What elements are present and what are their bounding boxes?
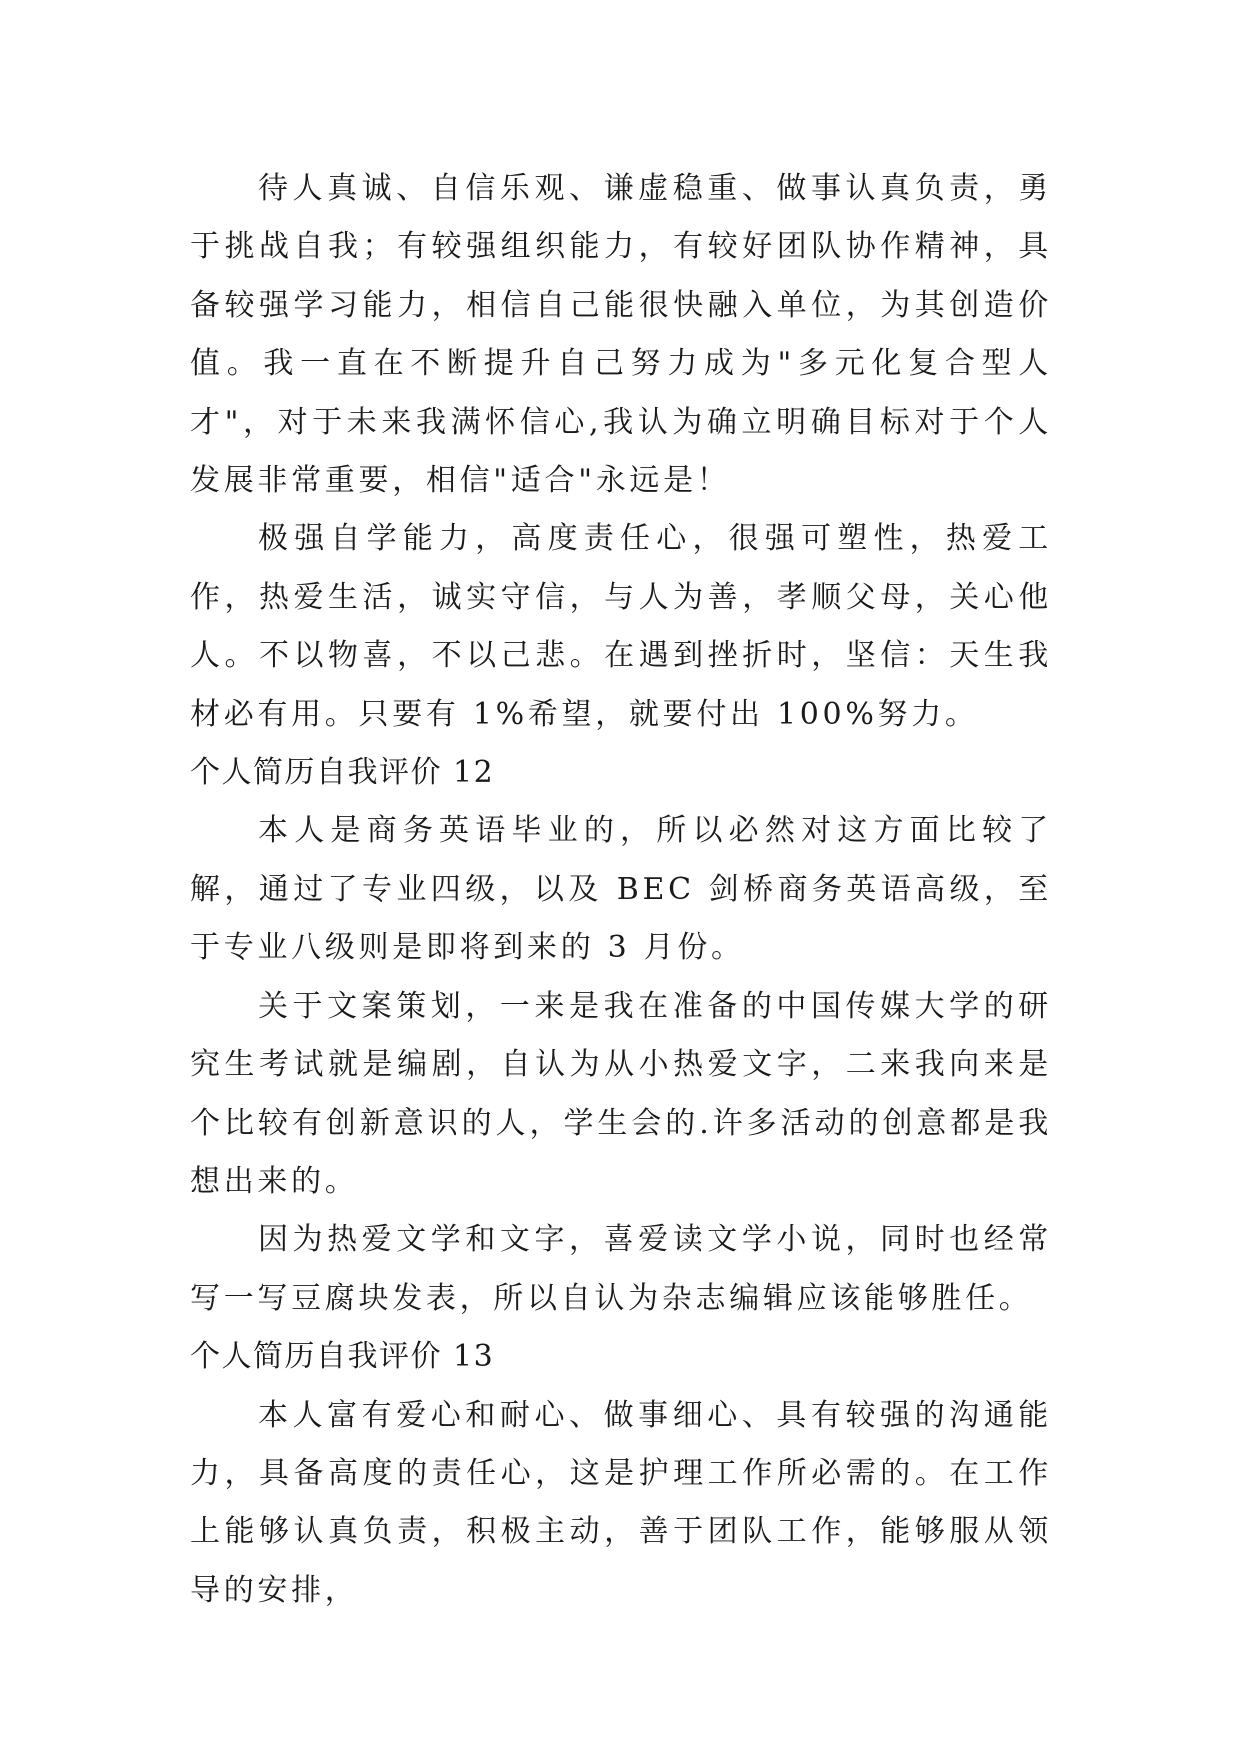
section-heading-13: 个人简历自我评价 13 — [190, 1339, 495, 1375]
paragraph-self-evaluation-2: 极强自学能力，高度责任心，很强可塑性，热爱工作，热爱生活，诚实守信，与人为善，孝顺父母，关心他人。不以物喜，不以己悲。在遇到挫折时，坚信：天生我材必有用。只要有 1%希望，就要付出 100%努力。 — [190, 521, 1052, 732]
paragraph-business-english: 本人是商务英语毕业的，所以必然对这方面比较了解，通过了专业四级，以及 BEC 剑桥商务英语高级，至于专业八级则是即将到来的 3 月份。 — [190, 813, 1052, 966]
paragraph-editing: 因为热爱文学和文字，喜爱读文学小说，同时也经常写一写豆腐块发表，所以自认为杂志编辑应该能够胜任。 — [190, 1222, 1052, 1316]
paragraph-nursing: 本人富有爱心和耐心、做事细心、具有较强的沟通能力，具备高度的责任心，这是护理工作所必需的。在工作上能够认真负责，积极主动，善于团队工作，能够服从领导的安排， — [190, 1397, 1052, 1608]
document-body — [190, 160, 1052, 1620]
paragraph-copywriting: 关于文案策划，一来是我在准备的中国传媒大学的研究生考试就是编剧，自认为从小热爱文字，二来我向来是个比较有创新意识的人，学生会的.许多活动的创意都是我想出来的。 — [190, 988, 1052, 1199]
section-heading-12: 个人简历自我评价 12 — [190, 755, 495, 791]
paragraph-self-evaluation-1: 待人真诚、自信乐观、谦虚稳重、做事认真负责，勇于挑战自我；有较强组织能力，有较好团队协作精神，具备较强学习能力，相信自己能很快融入单位，为其创造价值。我一直在不断提升自己努力成为"多元化复合型人才"，对于未来我满怀信心,我认为确立明确目标对于个人发展非常重要，相信"适合"永远是！ — [190, 171, 1052, 499]
